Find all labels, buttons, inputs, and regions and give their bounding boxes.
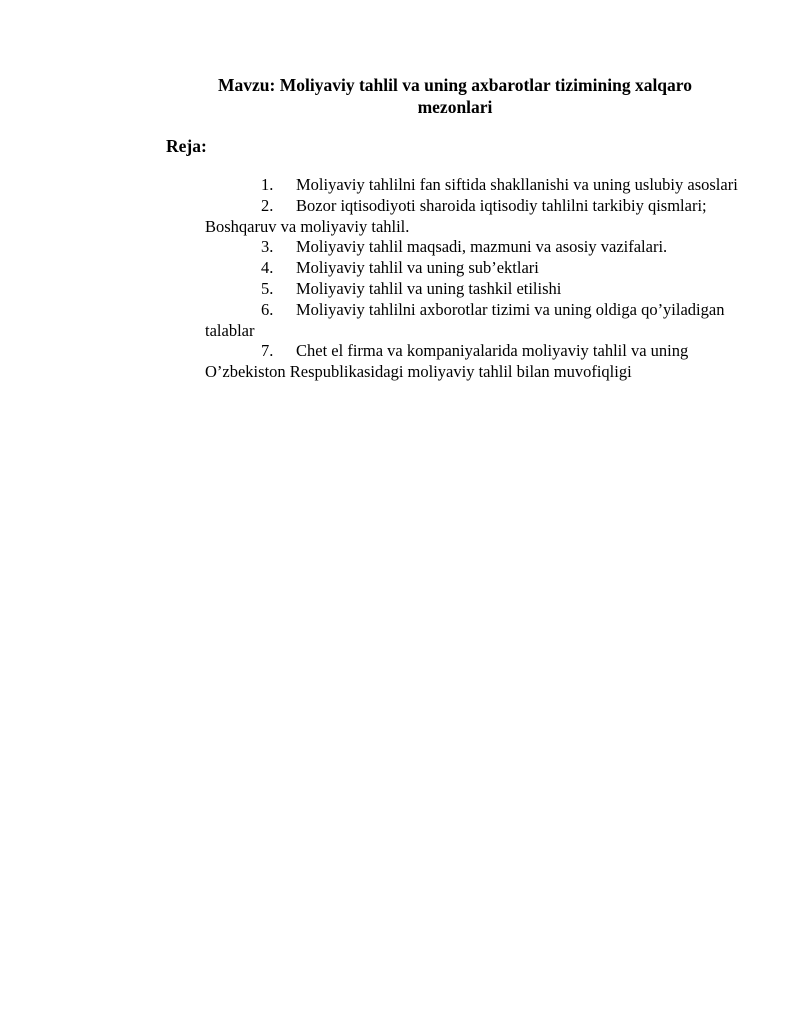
plan-item-number: 1. <box>261 175 274 194</box>
plan-item <box>205 175 750 196</box>
plan-item-text: Moliyaviy tahlil va uning tashkil etilishi <box>296 278 562 298</box>
plan-item-text: Chet el firma va kompaniyalarida moliyaviy tahlil va uning O’zbekiston Respublikasidagi moliyaviy tahlil bilan muvofiqligi <box>205 341 689 382</box>
plan-item-text: Moliyaviy tahlil maqsadi, mazmuni va asosiy vazifalari. <box>296 237 668 257</box>
plan-heading: Reja: <box>166 136 207 156</box>
plan-item <box>205 279 750 300</box>
plan-item-number: 7. <box>261 341 274 361</box>
plan-item-number: 2. <box>261 195 274 215</box>
plan-item-number: 6. <box>261 299 274 319</box>
plan-item-number: 3. <box>261 237 274 257</box>
document-title <box>160 74 750 118</box>
plan-item <box>205 300 750 342</box>
plan-item <box>205 258 750 279</box>
title-line-1: Mavzu: Moliyaviy tahlil va uning axbarotlar tizimining xalqaro <box>218 75 692 95</box>
plan-item-number: 4. <box>261 258 274 278</box>
plan-item-text: Moliyaviy tahlilni fan siftida shakllanishi va uning uslubiy asoslari <box>296 175 738 194</box>
plan-item <box>205 237 750 258</box>
plan-item <box>205 196 750 238</box>
title-line-2: mezonlari <box>417 97 493 117</box>
plan-item-text: Moliyaviy tahlil va uning sub’ektlari <box>296 258 539 278</box>
plan-list <box>205 175 750 383</box>
plan-item-text: Moliyaviy tahlilni axborotlar tizimi va uning oldiga qo’yiladigan talablar <box>205 299 725 340</box>
plan-item <box>205 341 750 383</box>
plan-item-number: 5. <box>261 278 274 298</box>
plan-item-text: Bozor iqtisodiyoti sharoida iqtisodiy tahlilni tarkibiy qismlari; Boshqaruv va moliyaviy tahlil. <box>205 195 707 236</box>
